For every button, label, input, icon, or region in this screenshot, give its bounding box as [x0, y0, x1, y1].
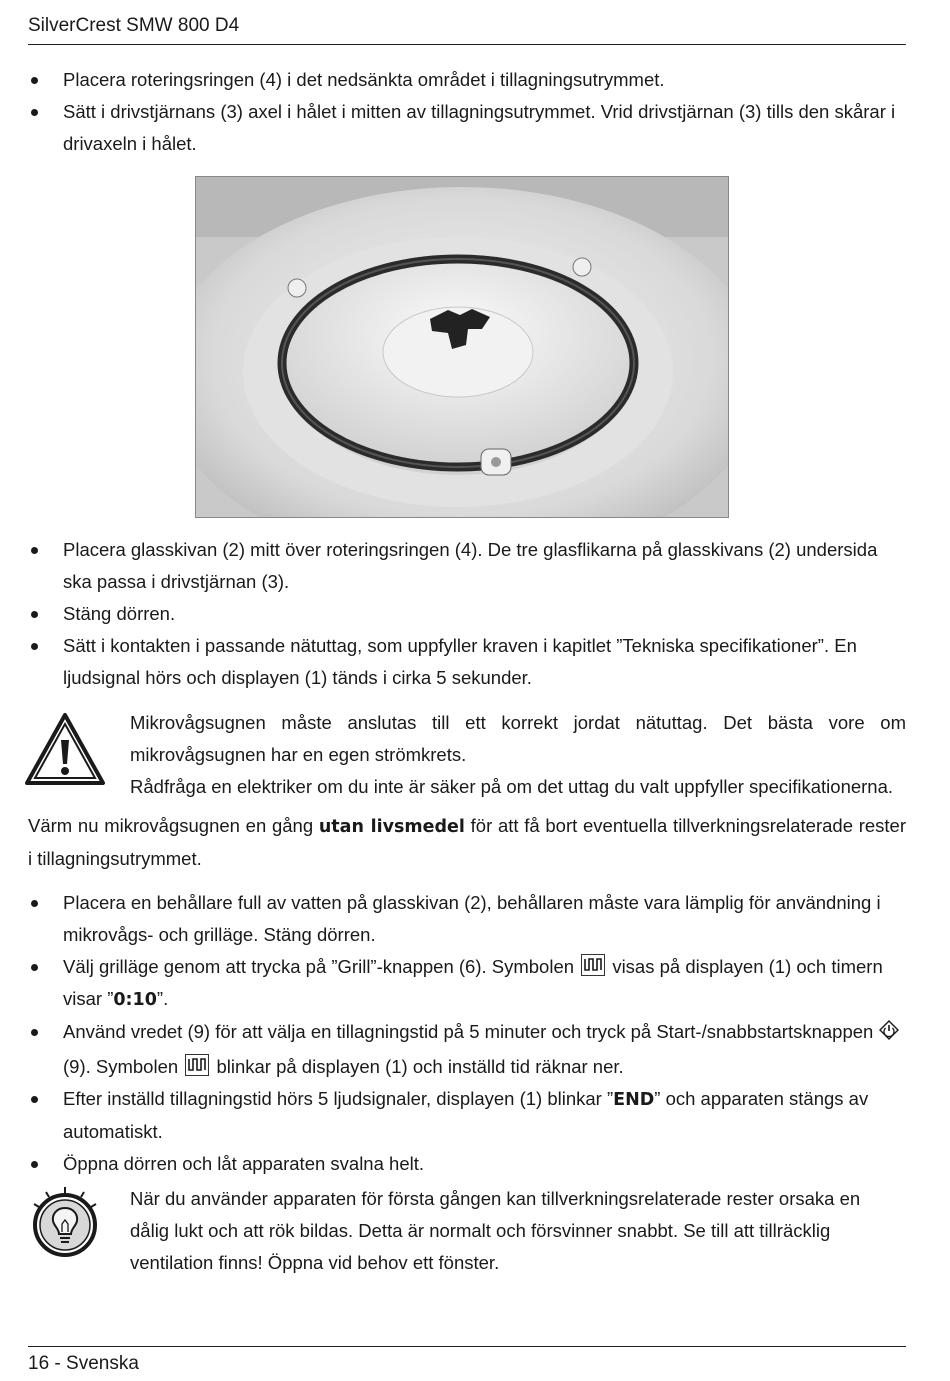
warning-triangle-icon	[24, 712, 106, 786]
preheat-steps-list	[28, 887, 906, 1180]
page-footer	[28, 1346, 906, 1375]
list-item: Placera glasskivan (2) mitt över roteringsringen (4). De tre glasflikarna på glasskivans (2) undersida ska passa i drivstjärnan (3).	[28, 534, 906, 598]
timer-value: 0:10	[113, 990, 157, 1010]
tip-note	[130, 1183, 890, 1279]
turntable-ring-illustration	[196, 177, 728, 517]
list-item-text: Efter inställd tillagningstid hörs 5 ljudsignaler, displayen (1) blinkar ”	[63, 1088, 614, 1109]
list-item-text: Använd vredet (9) för att välja en tillagningstid på 5 minuter och tryck på Start-/snabbstartsknappen	[63, 1021, 874, 1042]
list-item: Placera en behållare full av vatten på glasskivan (2), behållaren måste vara lämplig för användning i mikrovågs- och grilläge. Stäng dörren.	[28, 887, 906, 951]
end-display-text: END	[613, 1090, 655, 1110]
list-item	[28, 1083, 906, 1148]
list-item-text: ” och apparaten stängs av automatiskt.	[63, 1088, 869, 1142]
list-item: Stäng dörren.	[28, 598, 906, 630]
header-title: SilverCrest SMW 800 D4	[28, 15, 240, 36]
list-item: Öppna dörren och låt apparaten svalna helt.	[28, 1148, 906, 1180]
lightbulb-tip-icon	[26, 1184, 104, 1262]
list-item-text: visas på displayen (1) och timern visar ”	[63, 956, 883, 1009]
list-item-text: (9). Symbolen	[63, 1056, 179, 1077]
tip-text: När du använder apparaten för första gången kan tillverkningsrelaterade rester orsaka en dålig lukt och att rök bildas. Detta är normalt och försvinner snabbt. Se till att tillräcklig ventilation finns! Öppna vid behov ett fönster.	[130, 1188, 861, 1273]
paragraph-text: Värm nu mikrovågsugnen en gång	[28, 815, 314, 836]
list-item: Placera roteringsringen (4) i det nedsänkta området i tillagningsutrymmet.	[28, 64, 906, 96]
warning-line-1: Mikrovågsugnen måste anslutas till ett korrekt jordat nätuttag. Det bästa vore om	[130, 712, 906, 733]
paragraph-text: för att få bort eventuella tillverkningsrelaterade rester i tillagningsutrymmet.	[28, 815, 907, 869]
grill-symbol-icon	[581, 954, 605, 976]
footer-separator: -	[54, 1353, 61, 1374]
page-number: 16	[28, 1353, 50, 1374]
footer-language: Svenska	[66, 1353, 139, 1374]
paragraph-bold: utan livsmedel	[318, 817, 465, 837]
start-symbol-icon	[878, 1019, 900, 1051]
turntable-ring-photo	[195, 176, 729, 518]
list-item-text: Välj grilläge genom att trycka på ”Grill”-knappen (6). Symbolen	[63, 956, 575, 977]
assembly-steps-list	[28, 64, 906, 160]
preheat-paragraph	[28, 810, 906, 875]
list-item-text: blinkar på displayen (1) och inställd tid räknar ner.	[216, 1056, 624, 1077]
warning-line-2: mikrovågsugnen har en egen strömkrets.	[130, 744, 467, 765]
list-item: Sätt i kontakten i passande nätuttag, som uppfyller kraven i kapitlet ”Tekniska specifikationer”. En ljudsignal hörs och displayen (1) tänds i cirka 5 sekunder.	[28, 630, 906, 694]
grill-symbol-icon	[185, 1054, 209, 1076]
list-item-text: ”.	[156, 988, 169, 1009]
warning-note	[130, 707, 906, 803]
list-item	[28, 1016, 906, 1083]
setup-steps-list	[28, 534, 906, 694]
page-header	[28, 8, 906, 45]
warning-line-3: Rådfråga en elektriker om du inte är säker på om det uttag du valt uppfyller specifikationerna.	[130, 776, 894, 797]
list-item: Sätt i drivstjärnans (3) axel i hålet i mitten av tillagningsutrymmet. Vrid drivstjärnan (3) tills den skårar i drivaxeln i hålet.	[28, 96, 906, 160]
list-item	[28, 951, 906, 1016]
